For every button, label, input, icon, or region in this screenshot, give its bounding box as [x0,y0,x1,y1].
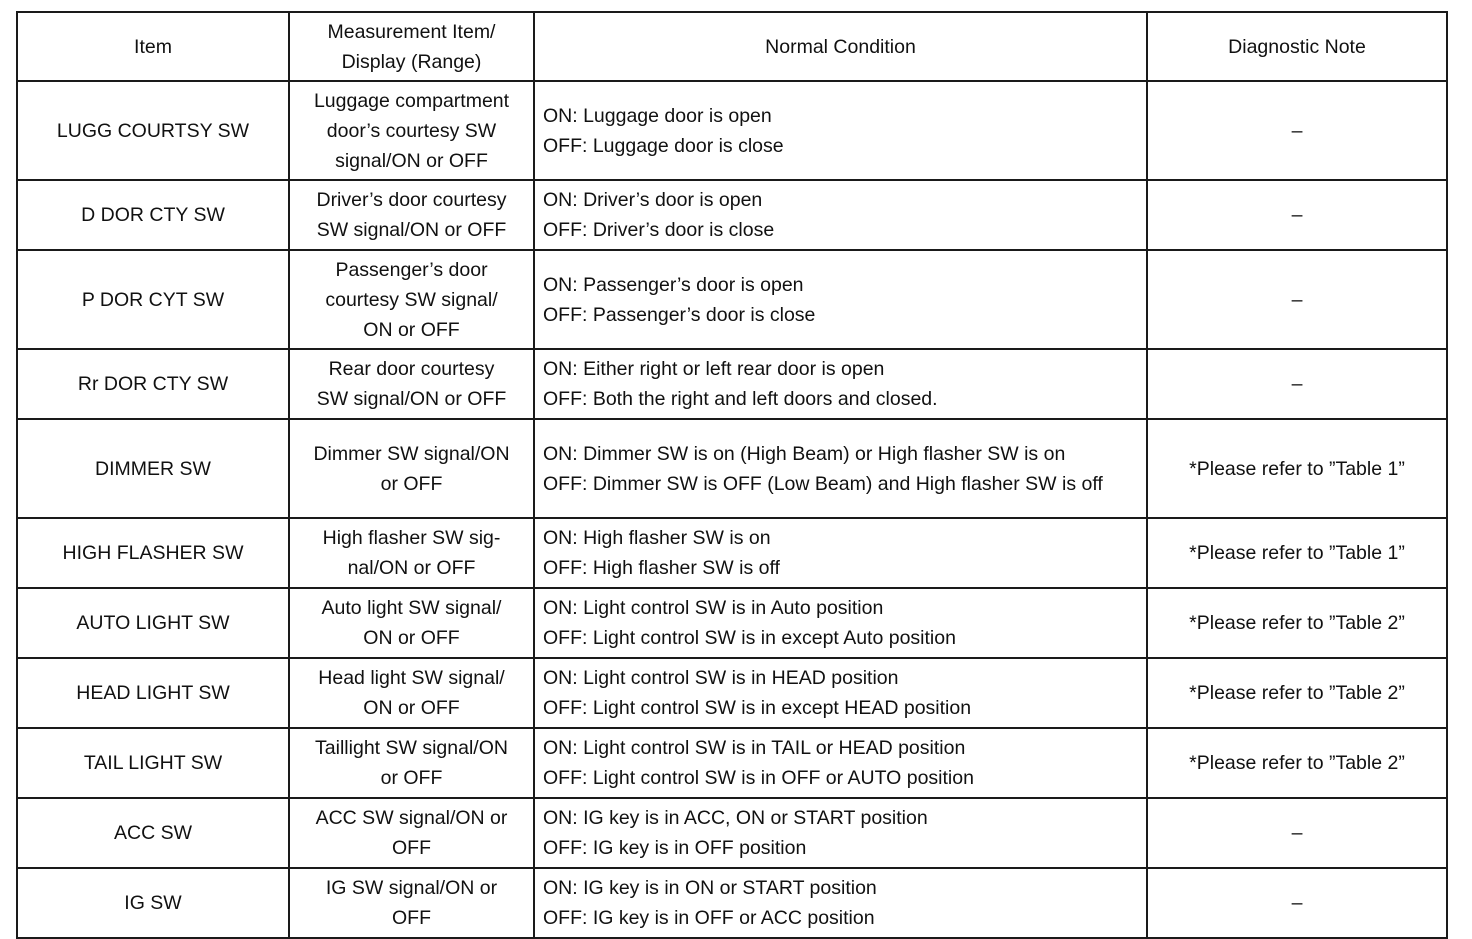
normal-condition-cell [534,81,1147,180]
diagnostic-note-cell [1147,588,1447,658]
condition-on-text: ON: Driver’s door is open [543,189,763,211]
table-row [17,250,1447,349]
measurement-line: Dimmer SW signal/ON [313,442,510,465]
normal-condition-cell [534,728,1147,798]
item-name: IG SW [124,892,182,914]
item-cell [17,658,289,728]
normal-condition-cell [534,180,1147,250]
measurement-cell [289,658,534,728]
item-cell [17,180,289,250]
measurement-cell [289,349,534,419]
condition-on-text: ON: Either right or left rear door is open [543,358,885,380]
measurement-cell [289,728,534,798]
condition-on-text: ON: Light control SW is in Auto position [543,597,884,619]
table-row [17,728,1447,798]
item-name: HEAD LIGHT SW [76,682,230,704]
item-cell [17,349,289,419]
condition-on-text: ON: Luggage door is open [543,104,772,127]
item-cell [17,588,289,658]
measurement-line: SW signal/ON or OFF [316,219,507,241]
measurement-line: Head light SW signal/ [318,667,505,689]
measurement-line: ON or OFF [363,627,460,649]
measurement-line: Auto light SW signal/ [321,597,502,619]
measurement-line: SW signal/ON or OFF [316,388,507,410]
measurement-line: Rear door courtesy [328,358,495,380]
normal-condition-cell [534,518,1147,588]
item-name: D DOR CTY SW [81,204,225,226]
measurement-line: Luggage compartment [313,89,510,112]
table-row [17,588,1447,658]
condition-on-text: ON: Passenger’s door is open [543,273,804,296]
measurement-line: ON or OFF [363,697,460,719]
condition-off-text: OFF: Light control SW is in except Auto position [543,627,956,649]
condition-off-text: OFF: IG key is in OFF or ACC position [543,907,875,929]
measurement-line: ON or OFF [363,318,460,341]
item-name: P DOR CYT SW [81,288,225,311]
item-cell [17,798,289,868]
diagnostic-table-container [16,11,1448,939]
table-row [17,518,1447,588]
header-row [17,12,1447,81]
measurement-cell [289,250,534,349]
measurement-line: or OFF [380,767,443,789]
diagnostic-table [16,11,1448,939]
measurement-cell [289,798,534,868]
item-name: HIGH FLASHER SW [62,542,244,564]
measurement-line: Driver’s door courtesy [316,189,507,211]
condition-off-text: OFF: Driver’s door is close [543,219,775,241]
diagnostic-note-cell [1147,81,1447,180]
measurement-cell [289,180,534,250]
item-name: LUGG COURTSY SW [56,119,250,142]
condition-on-text: ON: Dimmer SW is on (High Beam) or High flasher SW is on [543,442,1066,465]
condition-off-text: OFF: Light control SW is in OFF or AUTO position [543,767,974,789]
diagnostic-note-text: *Please refer to ”Table 1” [1189,457,1405,480]
measurement-line: High flasher SW sig- [322,527,501,549]
measurement-line: OFF [392,837,431,859]
table-row [17,798,1447,868]
table-row [17,868,1447,938]
normal-condition-cell [534,798,1147,868]
item-cell [17,419,289,518]
measurement-line: signal/ON or OFF [335,149,488,172]
condition-on-text: ON: Light control SW is in TAIL or HEAD position [543,737,966,759]
measurement-cell [289,588,534,658]
condition-on-text: ON: IG key is in ON or START position [543,877,877,899]
table-body [17,81,1447,938]
header-item [17,12,289,81]
diagnostic-note-cell [1147,518,1447,588]
measurement-line: nal/ON or OFF [347,557,476,579]
header-measurement-line2: Display (Range) [341,50,482,73]
header-measurement-line1: Measurement Item/ [327,20,496,43]
condition-off-text: OFF: IG key is in OFF position [543,837,807,859]
item-name: Rr DOR CTY SW [77,373,229,395]
table-header [17,12,1447,81]
item-name: TAIL LIGHT SW [83,752,223,774]
condition-off-text: OFF: Both the right and left doors and closed. [543,388,938,410]
diagnostic-note-cell [1147,658,1447,728]
diagnostic-note-text: *Please refer to ”Table 2” [1189,752,1405,774]
normal-condition-cell [534,588,1147,658]
diagnostic-note-cell [1147,868,1447,938]
measurement-line: Passenger’s door [335,258,488,281]
measurement-line: OFF [392,907,431,929]
diagnostic-note-cell [1147,250,1447,349]
measurement-line: Taillight SW signal/ON [315,737,508,759]
diagnostic-note-text: – [1291,204,1303,226]
item-cell [17,868,289,938]
item-cell [17,81,289,180]
condition-on-text: ON: IG key is in ACC, ON or START position [543,807,928,829]
item-name: AUTO LIGHT SW [76,612,230,634]
measurement-cell [289,419,534,518]
condition-off-text: OFF: Light control SW is in except HEAD position [543,697,972,719]
header-measurement [289,12,534,81]
table-row [17,349,1447,419]
diagnostic-note-cell [1147,180,1447,250]
header-diagnostic-note [1147,12,1447,81]
item-name: DIMMER SW [95,457,211,480]
normal-condition-cell [534,250,1147,349]
measurement-cell [289,868,534,938]
header-item-label: Item [134,35,172,58]
diagnostic-note-text: – [1291,119,1303,142]
measurement-line: or OFF [380,472,443,495]
measurement-cell [289,518,534,588]
measurement-line: door’s courtesy SW [326,119,497,142]
diagnostic-note-text: – [1291,892,1303,914]
header-normal-condition-label: Normal Condition [765,35,916,58]
item-cell [17,250,289,349]
diagnostic-note-cell [1147,798,1447,868]
measurement-line: IG SW signal/ON or [325,877,498,899]
condition-off-text: OFF: High flasher SW is off [543,557,780,579]
normal-condition-cell [534,868,1147,938]
table-row [17,658,1447,728]
item-cell [17,728,289,798]
table-row [17,180,1447,250]
normal-condition-cell [534,658,1147,728]
diagnostic-note-text: – [1291,822,1303,844]
diagnostic-note-cell [1147,349,1447,419]
diagnostic-note-text: *Please refer to ”Table 2” [1189,682,1405,704]
item-name: ACC SW [114,822,192,844]
header-diagnostic-note-label: Diagnostic Note [1228,35,1366,58]
diagnostic-note-text: *Please refer to ”Table 1” [1189,542,1405,564]
item-cell [17,518,289,588]
diagnostic-note-cell [1147,419,1447,518]
diagnostic-note-cell [1147,728,1447,798]
condition-off-text: OFF: Dimmer SW is OFF (Low Beam) and High flasher SW is off [543,472,1103,495]
measurement-cell [289,81,534,180]
condition-off-text: OFF: Luggage door is close [543,134,784,157]
diagnostic-note-text: *Please refer to ”Table 2” [1189,612,1405,634]
normal-condition-cell [534,419,1147,518]
header-normal-condition [534,12,1147,81]
measurement-line: courtesy SW signal/ [325,288,498,311]
condition-off-text: OFF: Passenger’s door is close [543,303,816,326]
diagnostic-note-text: – [1291,288,1303,311]
diagnostic-note-text: – [1291,373,1303,395]
normal-condition-cell [534,349,1147,419]
condition-on-text: ON: High flasher SW is on [543,527,771,549]
condition-on-text: ON: Light control SW is in HEAD position [543,667,899,689]
table-row [17,81,1447,180]
measurement-line: ACC SW signal/ON or [315,807,508,829]
table-row [17,419,1447,518]
